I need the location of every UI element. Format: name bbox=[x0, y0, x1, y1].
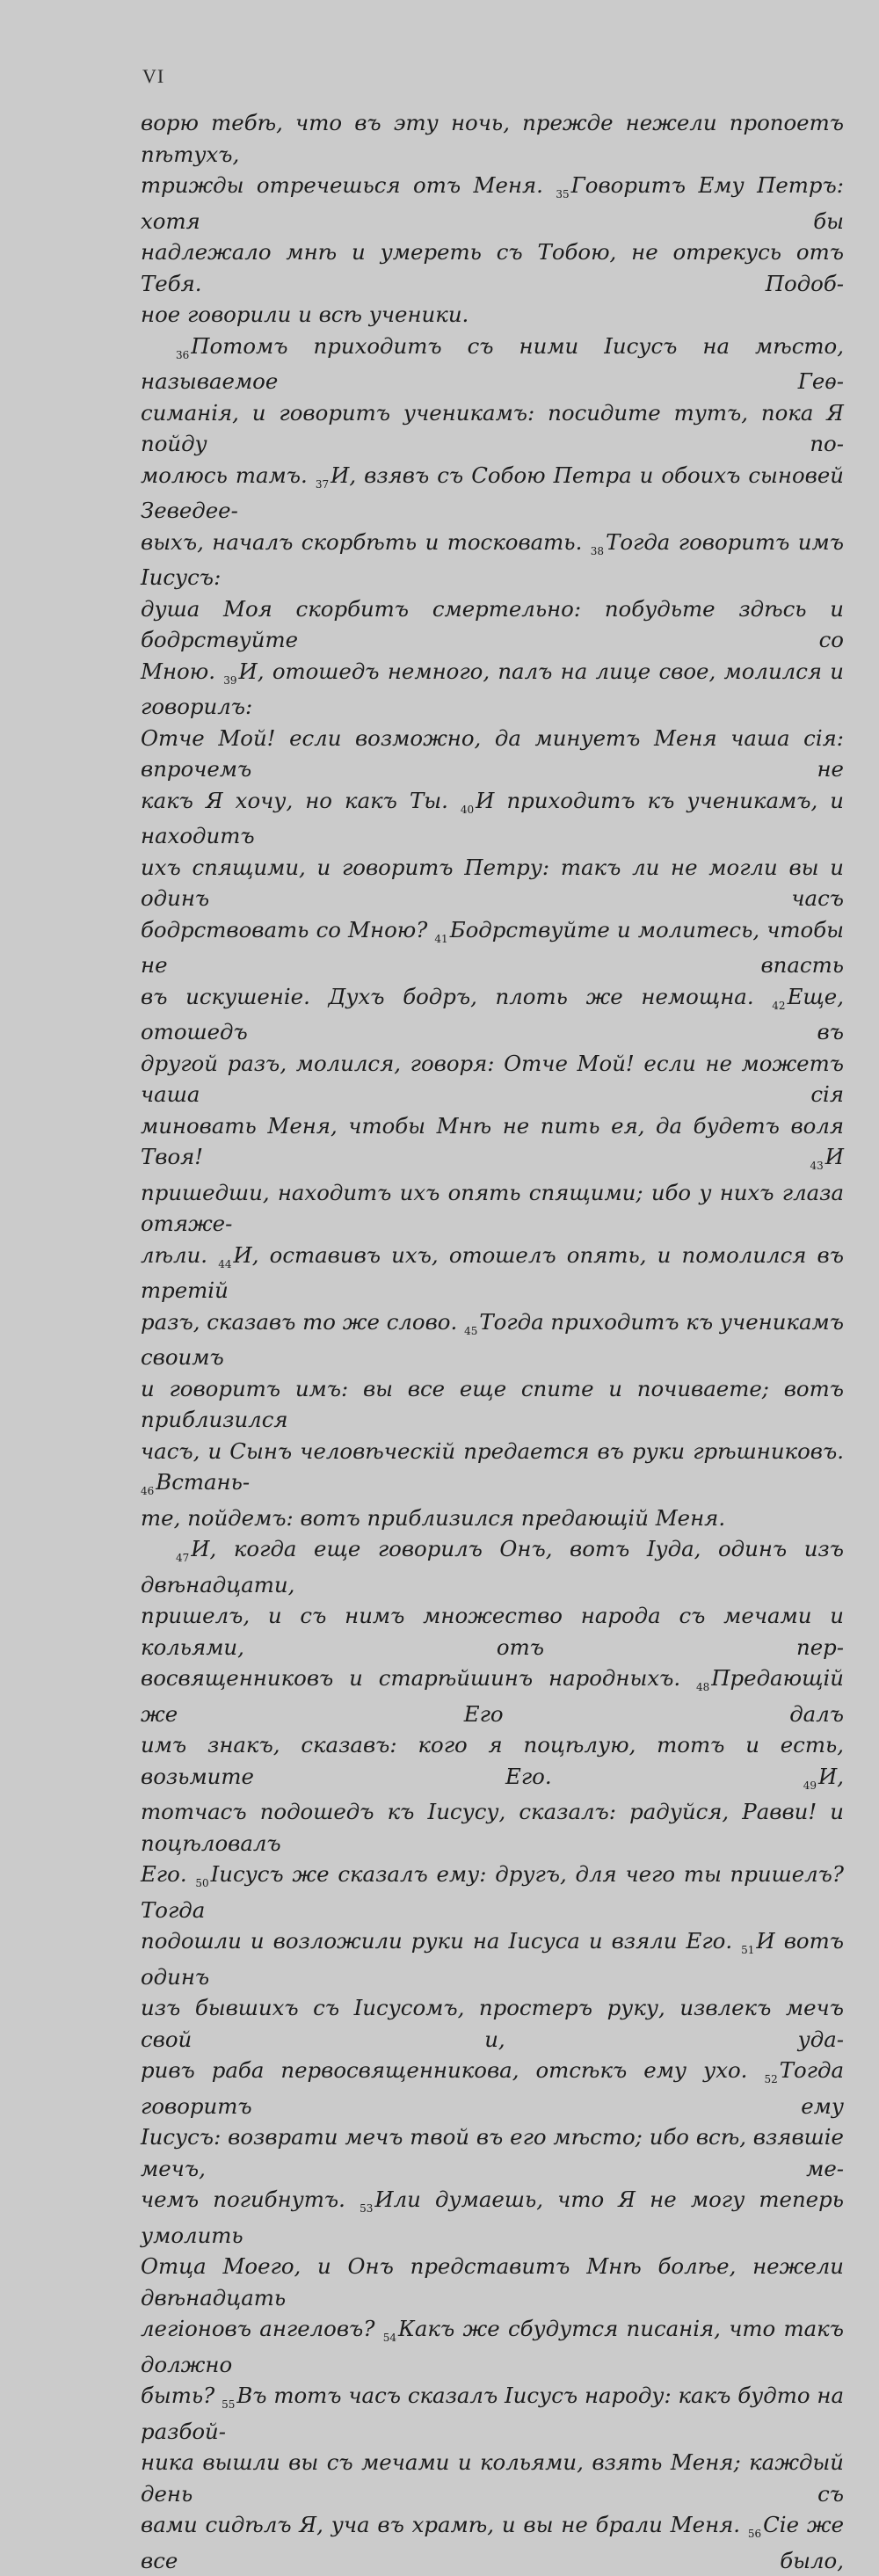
text-line bbox=[141, 299, 844, 331]
verse-number: 53 bbox=[360, 2202, 374, 2215]
line-text: Мною. bbox=[141, 658, 224, 684]
text-line bbox=[141, 1110, 844, 1177]
text-line bbox=[141, 1663, 844, 1729]
body-text bbox=[141, 107, 844, 2576]
line-text: Отца Моего, и Онъ представитъ Мнѣ болѣе, нежели двѣнадцать bbox=[141, 2253, 844, 2310]
verse-number: 52 bbox=[764, 2073, 778, 2085]
text-line bbox=[141, 1533, 844, 1600]
line-text: И, когда еще говорилъ Онъ, вотъ Іуда, одинъ изъ двѣнадцати, bbox=[141, 1536, 844, 1597]
line-text: И bbox=[825, 1144, 844, 1169]
page-number: VI bbox=[142, 65, 165, 87]
line-text: выхъ, началъ скорбѣть и тосковать. bbox=[141, 528, 591, 555]
line-text: симанія, и говоритъ ученикамъ: посидите тутъ, пока Я пойду по- bbox=[141, 399, 844, 456]
line-text: и говоритъ имъ: вы все еще спите и почиваете; вотъ приблизился bbox=[141, 1375, 844, 1432]
text-line bbox=[141, 1859, 844, 1925]
line-text: миновать Меня, чтобы Мнѣ не пить ея, да будетъ воля Твоя! bbox=[141, 1112, 844, 1169]
verse-number: 56 bbox=[747, 2528, 762, 2540]
verse-number: 55 bbox=[222, 2398, 236, 2411]
text-line bbox=[141, 1992, 844, 2055]
verse-number: 50 bbox=[195, 1877, 209, 1889]
text-line bbox=[141, 2055, 844, 2121]
text-line bbox=[141, 1503, 844, 1534]
text-line bbox=[141, 527, 844, 593]
text-line bbox=[141, 852, 844, 914]
line-text: ривъ раба первосвященникова, отсѣкъ ему ухо. bbox=[141, 2057, 765, 2083]
line-text: Тогда говоритъ имъ Іисусъ: bbox=[141, 528, 844, 590]
line-text: Еще, отошедъ въ bbox=[141, 983, 844, 1044]
line-text: ворю тебѣ, что въ эту ночь, прежде нежели пропоетъ пѣтухъ, bbox=[141, 110, 844, 167]
text-line bbox=[141, 1796, 844, 1859]
line-text: Какъ же сбудутся писанія, что такъ должно bbox=[141, 2316, 844, 2377]
text-line bbox=[141, 1306, 844, 1373]
line-text: легіоновъ ангеловъ? bbox=[141, 2316, 383, 2341]
verse-number: 36 bbox=[176, 348, 190, 361]
line-text: И вотъ одинъ bbox=[141, 1928, 844, 1990]
line-text: Отче Мой! если возможно, да минуетъ Меня чаша сія: впрочемъ не bbox=[141, 724, 844, 782]
line-text: Предающій же Его далъ bbox=[141, 1665, 844, 1727]
line-text: другой разъ, молился, говоря: Отче Мой! если не можетъ чаша сія bbox=[141, 1050, 844, 1107]
line-text: надлежало мнѣ и умереть съ Тобою, не отрекусь отъ Тебя. Подоб- bbox=[141, 239, 844, 296]
line-text: изъ бывшихъ съ Іисусомъ, простеръ руку, извлекъ мечъ свой и, уда- bbox=[141, 1995, 844, 2052]
line-text: трижды отречешься отъ Меня. bbox=[141, 172, 556, 198]
line-text: какъ Я хочу, но какъ Ты. bbox=[141, 787, 461, 813]
line-text: Тогда приходитъ къ ученикамъ своимъ bbox=[141, 1308, 845, 1370]
line-text: ника вышли вы съ мечами и кольями, взять Меня; каждый день съ bbox=[141, 2449, 844, 2507]
text-line bbox=[141, 1177, 844, 1240]
text-line bbox=[141, 397, 844, 460]
text-line bbox=[141, 1600, 844, 1663]
text-line bbox=[141, 1048, 844, 1110]
line-text: лѣли. bbox=[141, 1241, 219, 1268]
verse-number: 41 bbox=[434, 932, 448, 945]
text-line bbox=[141, 914, 844, 981]
line-text: Іисусъ: возврати мечъ твой въ его мѣсто; ибо всѣ, взявшіе мечъ, ме- bbox=[141, 2124, 844, 2181]
text-line bbox=[141, 170, 844, 236]
line-text: И приходитъ къ ученикамъ, и находитъ bbox=[141, 787, 844, 848]
verse-number: 48 bbox=[696, 1681, 710, 1693]
line-text: быть? bbox=[141, 2383, 222, 2408]
verse-number: 35 bbox=[556, 188, 570, 200]
text-line bbox=[141, 981, 844, 1048]
line-text: И, отошедъ немного, палъ на лице свое, молился и говорилъ: bbox=[141, 658, 844, 719]
verse-number: 37 bbox=[315, 477, 330, 491]
verse-number: 42 bbox=[772, 999, 786, 1012]
line-text: Бодрствуйте и молитесь, чтобы не впасть bbox=[141, 916, 844, 978]
text-line bbox=[141, 107, 844, 170]
line-text: вами сидѣлъ Я, уча въ храмѣ, и вы не брали Меня. bbox=[141, 2512, 748, 2537]
text-line bbox=[141, 2184, 844, 2251]
line-text: Потомъ приходитъ съ ними Іисусъ на мѣсто, называемое Геѳ- bbox=[141, 332, 844, 394]
text-line bbox=[141, 2313, 844, 2380]
verse-number: 47 bbox=[176, 1552, 190, 1564]
verse-number: 46 bbox=[141, 1485, 155, 1497]
text-line bbox=[141, 656, 844, 723]
text-line bbox=[141, 593, 844, 656]
line-text: Сіе же все было, bbox=[141, 2512, 845, 2573]
line-text: восвященниковъ и старѣйшинъ народныхъ. bbox=[141, 1665, 696, 1691]
line-text: подошли и возложили руки на Іисуса и взяли Его. bbox=[141, 1928, 742, 1954]
line-text: те, пойдемъ: вотъ приблизился предающій Меня. bbox=[141, 1504, 726, 1531]
text-line bbox=[141, 1373, 844, 1436]
verse-number: 45 bbox=[464, 1324, 478, 1337]
verse-number: 39 bbox=[223, 673, 237, 687]
line-text: Говоритъ Ему Петръ: хотя бы bbox=[141, 172, 844, 234]
verse-number: 44 bbox=[218, 1257, 232, 1270]
line-text: Въ тотъ часъ сказалъ Іисусъ народу: какъ будто на разбой- bbox=[141, 2383, 844, 2444]
verse-number: 49 bbox=[803, 1779, 817, 1792]
text-line bbox=[141, 2251, 844, 2313]
line-text: И, bbox=[817, 1763, 844, 1789]
line-text: разъ, сказавъ то же слово. bbox=[141, 1308, 465, 1335]
line-text: бодрствовать со Мною? bbox=[141, 916, 435, 942]
line-text: ихъ спящими, и говоритъ Петру: такъ ли не могли вы и одинъ часъ bbox=[141, 854, 844, 911]
line-text: пришелъ, и съ нимъ множество народа съ мечами и кольями, отъ пер- bbox=[141, 1603, 844, 1660]
verse-number: 40 bbox=[460, 803, 475, 816]
line-text: часъ, и Сынъ человѣческій предается въ руки грѣшниковъ. bbox=[141, 1437, 844, 1464]
line-text: Встань- bbox=[156, 1469, 251, 1495]
text-line bbox=[141, 785, 844, 852]
text-line bbox=[141, 1436, 844, 1503]
line-text: чемъ погибнутъ. bbox=[141, 2187, 360, 2212]
line-text: ное говорили и всѣ ученики. bbox=[141, 302, 469, 327]
line-text: И, взявъ съ Собою Петра и обоихъ сыновей Зеведее- bbox=[141, 462, 844, 523]
line-text: въ искушеніе. Духъ бодръ, плоть же немощна. bbox=[141, 983, 773, 1009]
text-line bbox=[141, 2121, 844, 2184]
verse-number: 51 bbox=[741, 1944, 755, 1956]
text-line bbox=[141, 2447, 844, 2509]
text-line bbox=[141, 1925, 844, 1992]
line-text: душа Моя скорбитъ смертельно: побудьте здѣсь и бодрствуйте со bbox=[141, 595, 844, 652]
verse-number: 54 bbox=[382, 2332, 396, 2344]
line-text: молюсь тамъ. bbox=[141, 462, 316, 488]
line-text: пришедши, находитъ ихъ опять спящими; ибо у нихъ глаза отяже- bbox=[141, 1179, 844, 1236]
text-line bbox=[141, 2509, 844, 2576]
text-line bbox=[141, 236, 844, 299]
line-text: имъ знакъ, сказавъ: кого я поцѣлую, тотъ и есть, возьмите Его. bbox=[141, 1732, 844, 1789]
verse-number: 43 bbox=[810, 1160, 824, 1172]
line-text: Или думаешь, что Я не могу теперь умолить bbox=[141, 2187, 844, 2248]
verse-number: 38 bbox=[590, 544, 605, 557]
text-line bbox=[141, 331, 844, 397]
text-line bbox=[141, 1729, 844, 1796]
text-line bbox=[141, 460, 844, 527]
line-text: Іисусъ же сказалъ ему: другъ, для чего ты пришелъ? Тогда bbox=[141, 1861, 844, 1923]
line-text: И, оставивъ ихъ, отошелъ опять, и помолился въ третій bbox=[141, 1241, 844, 1303]
line-text: Его. bbox=[141, 1861, 196, 1887]
text-line bbox=[141, 2380, 844, 2447]
text-line bbox=[141, 1240, 844, 1306]
text-line bbox=[141, 723, 844, 785]
line-text: тотчасъ подошедъ къ Іисусу, сказалъ: радуйся, Равви! и поцѣловалъ bbox=[141, 1799, 844, 1856]
line-text: Тогда говоритъ ему bbox=[141, 2057, 844, 2119]
